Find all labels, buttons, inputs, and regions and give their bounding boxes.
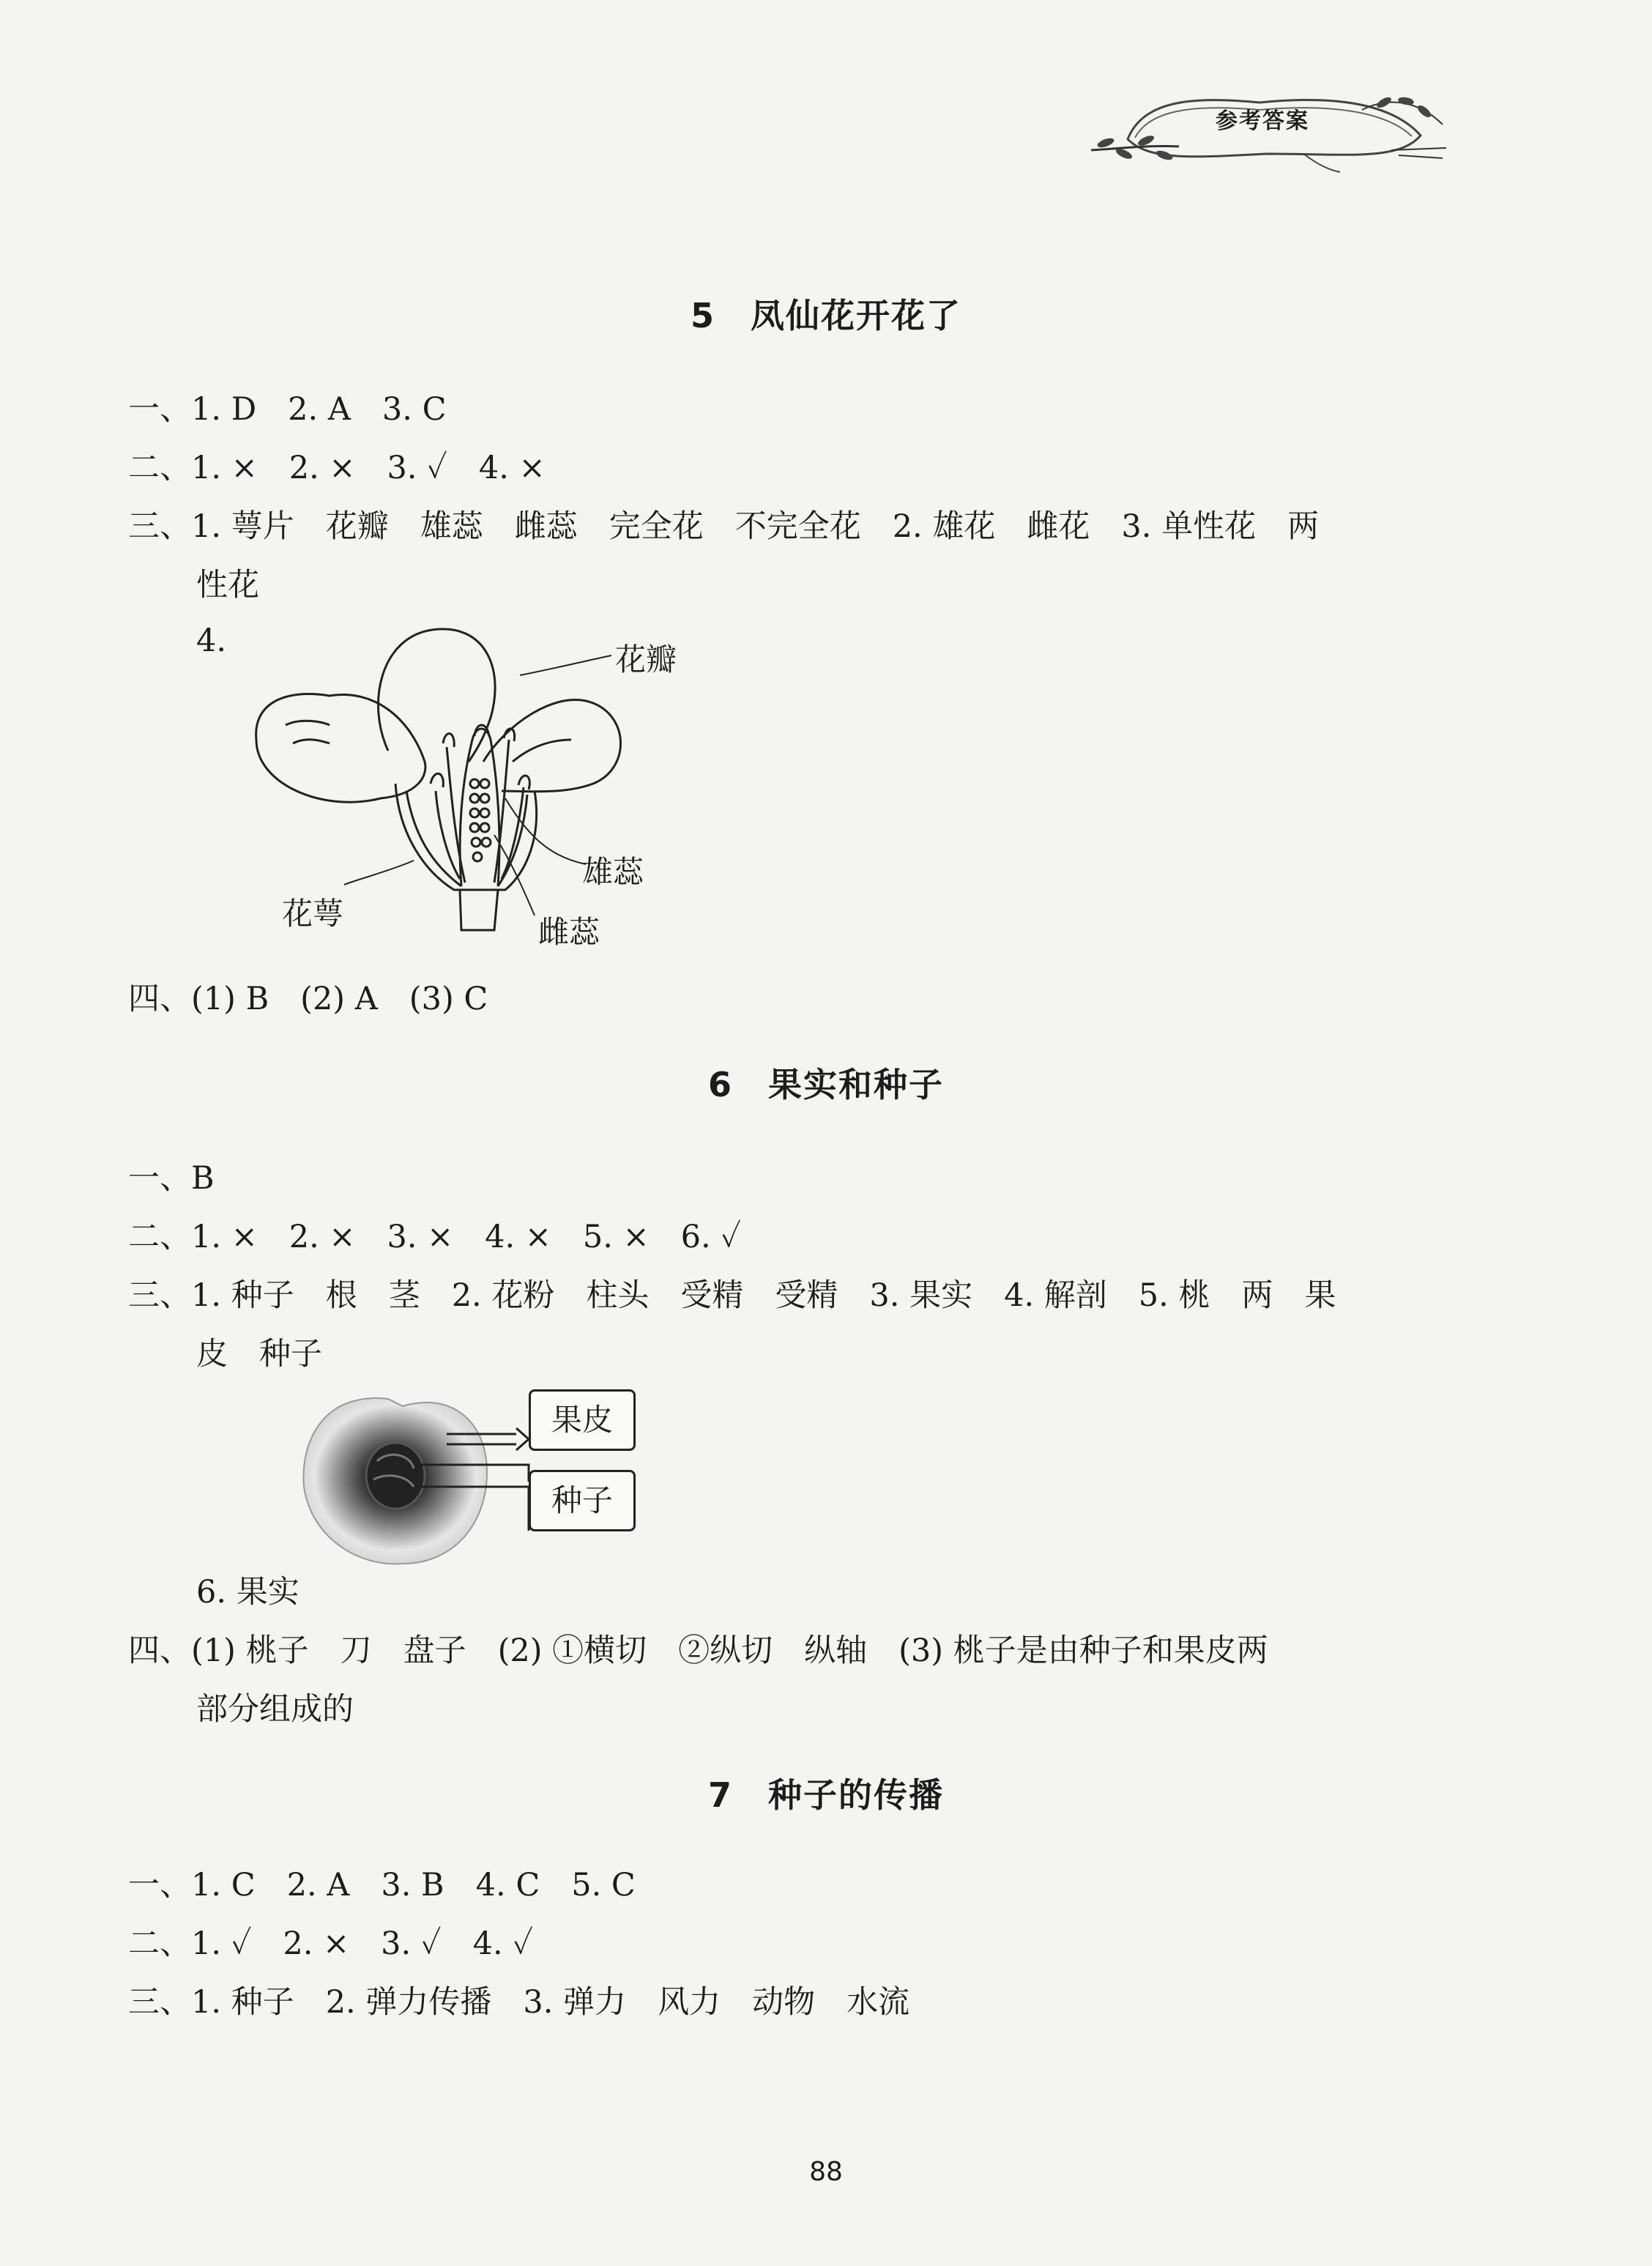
answer-line: 4. — [196, 623, 227, 659]
section-title: 6 果实和种子 — [707, 1065, 944, 1104]
flower-diagram — [242, 615, 696, 959]
answer-line: 一、1. D 2. A 3. C — [128, 391, 447, 428]
section-title: 7 种子的传播 — [707, 1775, 944, 1815]
section-title: 5 凤仙花开花了 — [690, 296, 961, 335]
answer-line: 三、1. 种子 根 茎 2. 花粉 柱头 受精 受精 3. 果实 4. 解剖 5. 桃 两 果 — [128, 1277, 1336, 1314]
answer-line: 性花 — [196, 567, 259, 603]
answer-line: 二、1. ✓ 2. × 3. ✓ 4. ✓ — [128, 1925, 534, 1962]
answer-line: 一、B — [128, 1160, 215, 1197]
answer-line: 6. 果实 — [196, 1574, 299, 1611]
answer-line: 三、1. 萼片 花瓣 雄蕊 雌蕊 完全花 不完全花 2. 雄花 雌花 3. 单性花 两 — [128, 508, 1320, 545]
label-pistil: 雌蕊 — [538, 914, 600, 950]
answer-line: 一、1. C 2. A 3. B 4. C 5. C — [128, 1867, 636, 1903]
answer-line: 四、(1) B (2) A (3) C — [128, 981, 488, 1017]
label-petal: 花瓣 — [615, 642, 677, 677]
page-number: 88 — [809, 2157, 843, 2187]
answer-line: 三、1. 种子 2. 弹力传播 3. 弹力 风力 动物 水流 — [128, 1984, 910, 2021]
peach-diagram — [293, 1384, 659, 1575]
header-banner — [1084, 81, 1450, 176]
answer-line: 皮 种子 — [196, 1336, 322, 1372]
answer-line: 二、1. × 2. × 3. ✓ 4. × — [128, 450, 546, 486]
answer-line: 二、1. × 2. × 3. × 4. × 5. × 6. ✓ — [128, 1219, 742, 1255]
peel-label-box: 果皮 — [529, 1389, 636, 1451]
answer-line: 部分组成的 — [196, 1691, 354, 1728]
label-sepal: 花萼 — [282, 896, 344, 932]
seed-label-box: 种子 — [529, 1470, 636, 1531]
header-label: 参考答案 — [1216, 108, 1309, 134]
answer-line: 四、(1) 桃子 刀 盘子 (2) ①横切 ②纵切 纵轴 (3) 桃子是由种子和果皮两 — [128, 1632, 1268, 1669]
label-stamen: 雄蕊 — [582, 854, 644, 890]
